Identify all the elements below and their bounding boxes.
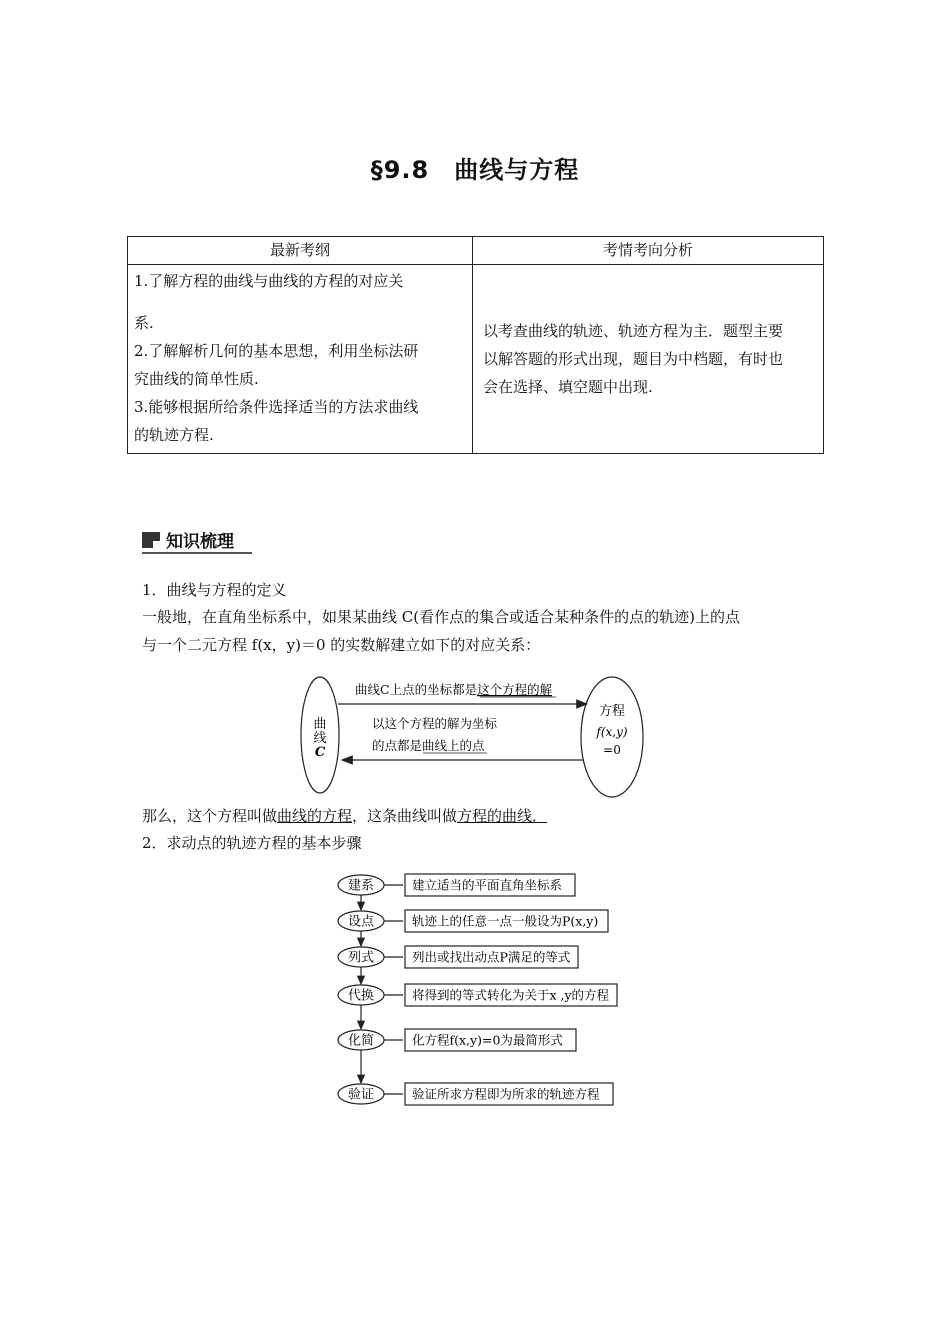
outline-line: 3.能够根据所给条件选择适当的方法求曲线 — [134, 398, 419, 416]
step-desc-5: 化方程f(x,y)=0为最简形式 — [412, 1032, 563, 1048]
section-underline — [142, 552, 252, 554]
curve-label-1: 曲 — [313, 717, 327, 732]
step-label-3: 列式 — [347, 950, 375, 966]
outline-table — [127, 236, 824, 454]
curve-label-3: C — [314, 745, 326, 760]
top-arrow-label — [355, 682, 553, 697]
outline-line: 1.了解方程的曲线与曲线的方程的对应关 — [134, 272, 404, 290]
step-label-6: 验证 — [347, 1087, 375, 1103]
step-desc-4: 将得到的等式转化为关于x ,y的方程 — [412, 987, 610, 1003]
equation-label-3: =0 — [603, 743, 621, 757]
bottom-arrow-prefix: 的点都是 — [372, 738, 423, 753]
point1-text-line1: 一般地，在直角坐标系中，如果某曲线 C(看作点的集合或适合某种条件的点的轨迹)上的点 — [142, 608, 740, 626]
point1-heading: 1．曲线与方程的定义 — [142, 581, 287, 599]
section-marker-icon — [142, 532, 160, 548]
section-heading — [142, 527, 234, 552]
equation-label-2: f(x,y) — [596, 725, 628, 739]
bottom-arrow-line2 — [372, 738, 485, 753]
top-arrow-underlined: 这个方程的解 — [477, 682, 553, 697]
analysis-line: 以考查曲线的轨迹、轨迹方程为主．题型主要 — [483, 322, 784, 340]
step-label-4: 代换 — [347, 988, 375, 1004]
step-desc-6: 验证所求方程即为所求的轨迹方程 — [412, 1086, 600, 1102]
conclusion-prefix: 那么，这个方程叫做 — [142, 807, 278, 825]
analysis-line: 会在选择、填空题中出现. — [483, 378, 653, 396]
term-equation-curve: 方程的曲线． — [457, 807, 548, 825]
section-heading-text: 知识梳理 — [166, 532, 234, 552]
table-header-right: 考情考向分析 — [473, 237, 824, 265]
curve-label-2: 线 — [313, 731, 327, 746]
step-desc-2: 轨迹上的任意一点一般设为P(x,y) — [412, 913, 599, 929]
curve-equation-diagram — [300, 670, 660, 805]
outline-line: 系. — [134, 314, 154, 332]
bottom-arrow-underlined: 曲线上的点 — [422, 738, 485, 753]
step-desc-1: 建立适当的平面直角坐标系 — [412, 877, 563, 893]
step-label-1: 建系 — [347, 878, 375, 894]
conclusion-middle: ，这条曲线叫做 — [352, 807, 458, 825]
outline-line: 的轨迹方程. — [134, 426, 214, 444]
point1-text-line2: 与一个二元方程 f(x，y)＝0 的实数解建立如下的对应关系： — [142, 636, 541, 654]
table-header-left: 最新考纲 — [128, 237, 473, 265]
bottom-arrow-line1: 以这个方程的解为坐标 — [372, 716, 498, 731]
step-label-5: 化简 — [347, 1033, 375, 1049]
step-label-2: 设点 — [347, 914, 375, 930]
page-title: §9.8 曲线与方程 — [370, 156, 580, 184]
exam-outline-cell — [128, 265, 473, 454]
conclusion-text — [142, 802, 822, 830]
term-curve-equation: 曲线的方程 — [277, 807, 353, 825]
equation-label-1: 方程 — [598, 704, 626, 719]
step-desc-3: 列出或找出动点P满足的等式 — [412, 949, 571, 965]
outline-line: 2.了解解析几何的基本思想，利用坐标法研 — [134, 342, 419, 360]
exam-analysis-cell — [473, 265, 824, 454]
top-arrow-prefix: 曲线C上点的坐标都是 — [355, 682, 478, 697]
outline-line: 究曲线的简单性质. — [134, 370, 259, 388]
analysis-line: 以解答题的形式出现，题目为中档题，有时也 — [483, 350, 784, 368]
point2-heading: 2．求动点的轨迹方程的基本步骤 — [142, 834, 362, 852]
steps-flowchart — [330, 868, 630, 1112]
